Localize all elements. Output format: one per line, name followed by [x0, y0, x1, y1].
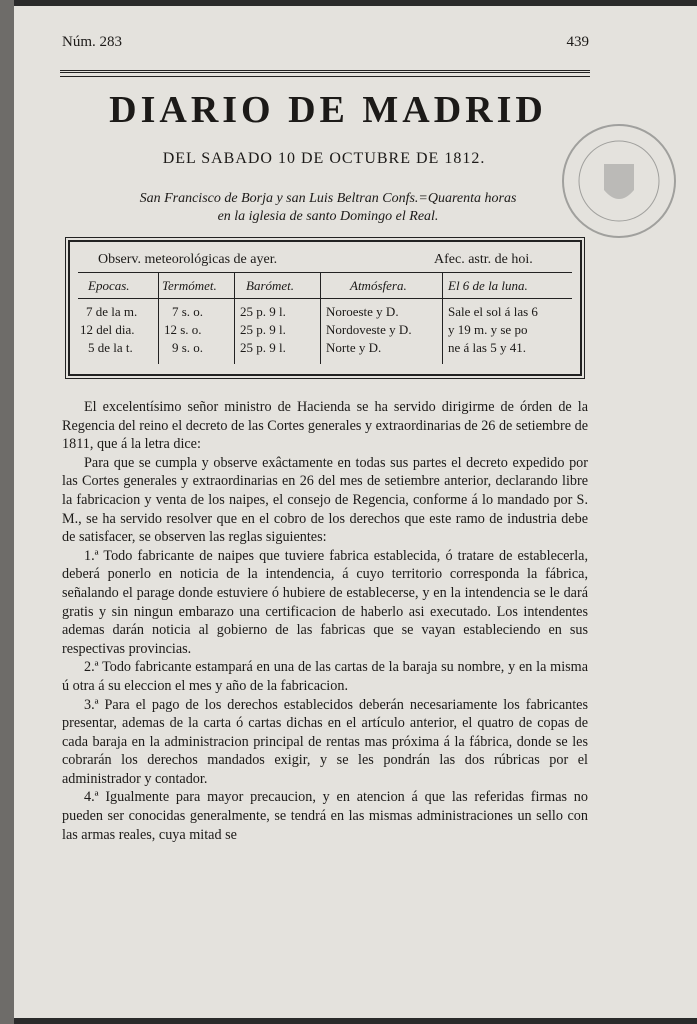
col-header-epocas: Epocas.: [88, 278, 130, 293]
row3-barom: 25 p. 9 l.: [240, 340, 286, 355]
row3-luna: ne á las 5 y 41.: [448, 340, 526, 355]
masthead-title: DIARIO DE MADRID: [109, 89, 547, 131]
col-divider: [442, 272, 443, 364]
row1-barom: 25 p. 9 l.: [240, 304, 286, 319]
paragraph: 2.ª Todo fabricante estampará en una de las cartas de la baraja su nombre, y en la misma ú otra á su eleccion el mes y año de la fabricacion.: [62, 659, 588, 694]
article-body: [62, 398, 588, 844]
table-rule-mid: [78, 298, 572, 299]
row3-term: 9 s. o.: [172, 340, 204, 355]
col-header-luna: El 6 de la luna.: [448, 278, 528, 293]
paragraph: 4.ª Igualmente para mayor precaucion, y en atencion á que las referidas firmas no pueden ser conocidas generalmente, se tendrá en las mismas administraciones un sello con las armas reales, cuya mitad se: [62, 789, 588, 843]
row2-luna: y 19 m. y se po: [448, 322, 528, 337]
row3-atm: Norte y D.: [326, 340, 382, 355]
col-divider: [320, 272, 321, 364]
astro-heading: Afec. astr. de hoi.: [434, 252, 533, 267]
library-stamp: [562, 124, 676, 238]
saints-line-2: en la iglesia de santo Domingo el Real.: [217, 209, 439, 224]
weather-table: [68, 240, 582, 376]
saints-line-1: San Francisco de Borja y san Luis Beltran Confs.=Quarenta horas: [139, 191, 517, 206]
row1-luna: Sale el sol á las 6: [448, 304, 538, 319]
row1-term: 7 s. o.: [172, 304, 204, 319]
table-rule-top: [78, 272, 572, 273]
row2-term: 12 s. o.: [164, 322, 202, 337]
col-header-termometro: Termómet.: [162, 278, 217, 293]
paragraph: 1.ª Todo fabricante de naipes que tuviere fabrica establecida, ó tratare de establecerla, deberá ponerlo en noticia de la intendencia, á cuyo territorio corresponda la fábrica, señalando el parage donde estuviere ó hubiere de establecerse, y en la intendencia se le dará gratis y sin ningun embarazo una certificacion de haberlo asi executado. Los intendentes ademas darán noticia al gobierno de las fabricas que se vayan estableciendo en sus respectivas provincias.: [62, 547, 588, 657]
paragraph: 3.ª Para el pago de los derechos establecidos deberán necesariamente los fabricantes presentar, ademas de la carta ó cartas dichas en el artículo anterior, el quatro de copas de cada baraja en la administracion principal de rentas mas próxima á la fábrica, donde se les cobrarán los derechos mandados exigir, y se les pondrán las dos rúbricas por el administrador y contador.: [62, 696, 588, 787]
newspaper-page: [14, 6, 697, 1018]
header-rule: [60, 70, 590, 77]
paragraph: Para que se cumpla y observe exâctamente en todas sus partes el decreto expedido por las Cortes generales y extraordinarias en 26 del mes de setiembre anterior, declarando libre la fabricacion y venta de los naipes, el consejo de Regencia, conforme á lo mandado por S. M., se ha servido resolver que en el cobro de los derechos que este ramo de industria debe de satisfacer, se observen las reglas siguientes:: [62, 454, 588, 546]
col-header-barometro: Barómet.: [246, 278, 295, 293]
saints-of-day: [88, 190, 568, 226]
row2-atm: Nordoveste y D.: [326, 322, 412, 337]
library-stamp-icon: [564, 126, 674, 236]
row1-epoca: 7 de la m.: [86, 304, 138, 319]
col-divider: [234, 272, 235, 364]
row2-barom: 25 p. 9 l.: [240, 322, 286, 337]
col-divider: [158, 272, 159, 364]
row1-atm: Noroeste y D.: [326, 304, 399, 319]
page-number: 439: [566, 34, 589, 50]
paragraph: El excelentísimo señor ministro de Hacienda se ha servido dirigirme de órden de la Regencia del reino el decreto de las Cortes generales y extraordinarias de 26 de setiembre de 1811, que á la letra dice:: [62, 399, 588, 453]
book-spine-edge: [0, 0, 14, 1024]
row3-epoca: 5 de la t.: [88, 340, 133, 355]
col-header-atmosfera: Atmósfera.: [350, 278, 407, 293]
issue-number: Núm. 283: [62, 34, 122, 50]
issue-date: DEL SABADO 10 DE OCTUBRE DE 1812.: [162, 150, 486, 167]
weather-heading: Observ. meteorológicas de ayer.: [98, 252, 278, 267]
row2-epoca: 12 del dia.: [80, 322, 135, 337]
